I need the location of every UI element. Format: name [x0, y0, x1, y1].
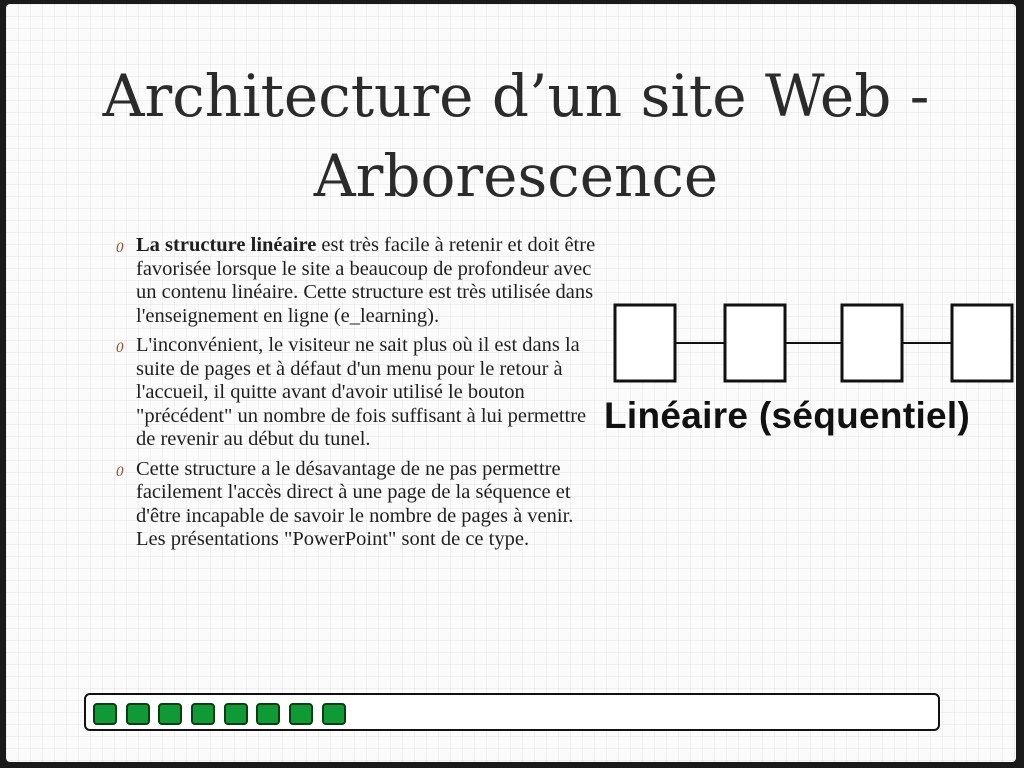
progress-segment — [224, 703, 248, 725]
page-node — [615, 305, 675, 381]
linear-chain-graphic — [604, 300, 1024, 390]
slide-title: Architecture d’un site Web - Arborescence — [102, 62, 930, 210]
progress-segment — [256, 703, 280, 725]
slide — [6, 4, 1016, 762]
bullet-marker-icon: 0 — [116, 240, 124, 256]
progress-segment — [158, 703, 182, 725]
bullet-text: L'inconvénient, le visiteur ne sait plus où il est dans la suite de pages et à défaut d'un menu pour le retour à l'accueil, il quitte avant d'avoir utilisé le bouton "précédent" un nombre de fois suffisant à lui permettre de revenir au début du tunel. — [136, 334, 587, 450]
linear-structure-diagram — [604, 300, 1024, 450]
progress-segment — [191, 703, 215, 725]
bullet-emphasis: La structure linéaire — [136, 234, 317, 256]
bullet-marker-icon: 0 — [116, 463, 124, 480]
bullet-item — [110, 234, 600, 328]
bullet-text: Cette structure a le désavantage de ne pas permettre facilement l'accès direct à une page de la séquence et d'être incapable de savoir le nombre de pages à venir. Les présentations "PowerPoint" sont de ce type. — [136, 457, 574, 550]
progress-segment — [93, 703, 117, 725]
diagram-caption: Linéaire (séquentiel) — [604, 395, 971, 436]
bullet-text: est très facile à retenir et doit être favorisée lorsque le site a beaucoup de profondeur avec un contenu linéaire. Cette structure est très utilisée dans l'enseignement en ligne (e_learning). — [136, 234, 596, 327]
progress-segment — [289, 703, 313, 725]
progress-segment — [126, 703, 150, 725]
page-node — [842, 305, 902, 381]
bullet-list — [110, 234, 600, 558]
bullet-item — [110, 458, 600, 552]
progress-segment — [322, 703, 346, 725]
page-node — [952, 305, 1012, 381]
bullet-item — [110, 334, 600, 452]
bullet-marker-icon: 0 — [116, 340, 124, 356]
page-node — [725, 305, 785, 381]
slide-progress-bar — [84, 693, 940, 731]
